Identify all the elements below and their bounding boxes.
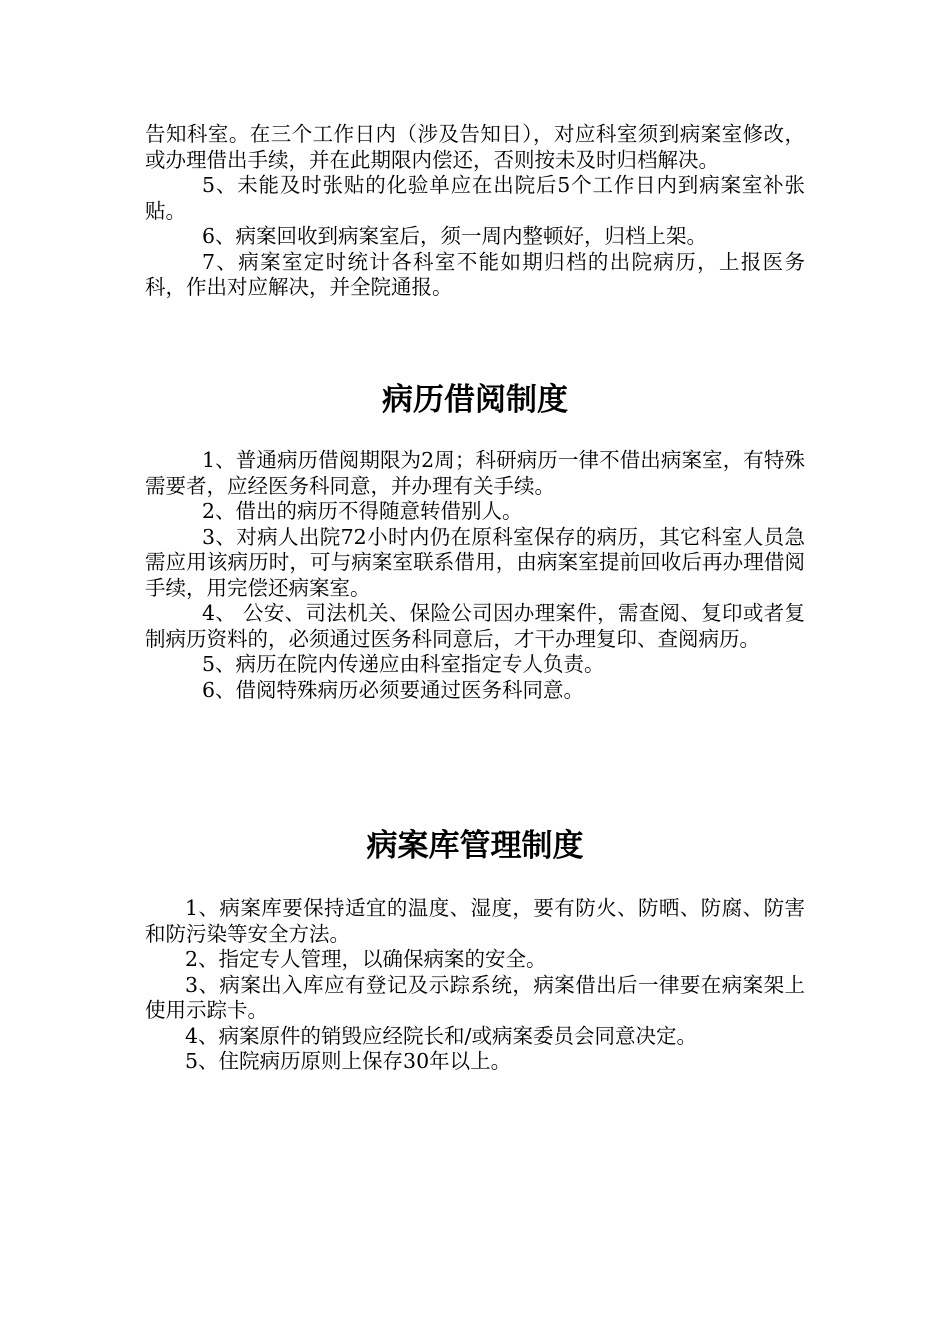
storage-rule-3: 3、病案出入库应有登记及示踪系统，病案借出后一律要在病案架上使用示踪卡。 (145, 972, 805, 1022)
continued-section (145, 122, 805, 301)
borrowing-section (145, 448, 805, 703)
borrowing-rule-2: 2、借出的病历不得随意转借别人。 (202, 499, 523, 523)
storage-rule-1: 1、病案库要保持适宜的温度、湿度，要有防火、防晒、防腐、防害和防污染等安全方法。 (145, 896, 805, 946)
borrowing-rule-3: 3、对病人出院72小时内仍在原科室保存的病历，其它科室人员急需应用该病历时，可与病案室联系借用，由病案室提前回收后再办理借阅手续，用完偿还病案室。 (145, 524, 805, 600)
continued-paragraph-6: 6、病案回收到病案室后，须一周内整顿好，归档上架。 (202, 224, 708, 248)
storage-rule-2: 2、指定专人管理，以确保病案的安全。 (185, 947, 547, 971)
storage-section (145, 896, 805, 1075)
borrowing-section-title: 病历借阅制度 (382, 382, 568, 418)
storage-section-title: 病案库管理制度 (366, 828, 584, 864)
borrowing-rule-5: 5、病历在院内传递应由科室指定专人负责。 (202, 652, 605, 676)
storage-rule-4: 4、病案原件的销毁应经院长和/或病案委员会同意决定。 (185, 1023, 697, 1048)
continued-paragraph-5: 5、未能及时张贴的化验单应在出院后5个工作日内到病案室补张贴。 (145, 173, 805, 223)
continued-paragraph-7: 7、病案室定时统计各科室不能如期归档的出院病历，上报医务科，作出对应解决，并全院通报。 (145, 249, 805, 299)
continued-paragraph-1: 告知科室。在三个工作日内（涉及告知日），对应科室须到病案室修改，或办理借出手续，并在此期限内偿还，否则按未及时归档解决。 (145, 122, 805, 172)
storage-rule-5: 5、住院病历原则上保存30年以上。 (185, 1049, 512, 1073)
borrowing-rule-4: 4、 公安、司法机关、保险公司因办理案件，需查阅、复印或者复制病历资料的，必须通过医务科同意后，才干办理复印、查阅病历。 (145, 601, 805, 651)
borrowing-rule-1: 1、普通病历借阅期限为2周；科研病历一律不借出病案室，有特殊需要者，应经医务科同意，并办理有关手续。 (145, 448, 805, 498)
borrowing-rule-6: 6、借阅特殊病历必须要通过医务科同意。 (202, 677, 585, 702)
